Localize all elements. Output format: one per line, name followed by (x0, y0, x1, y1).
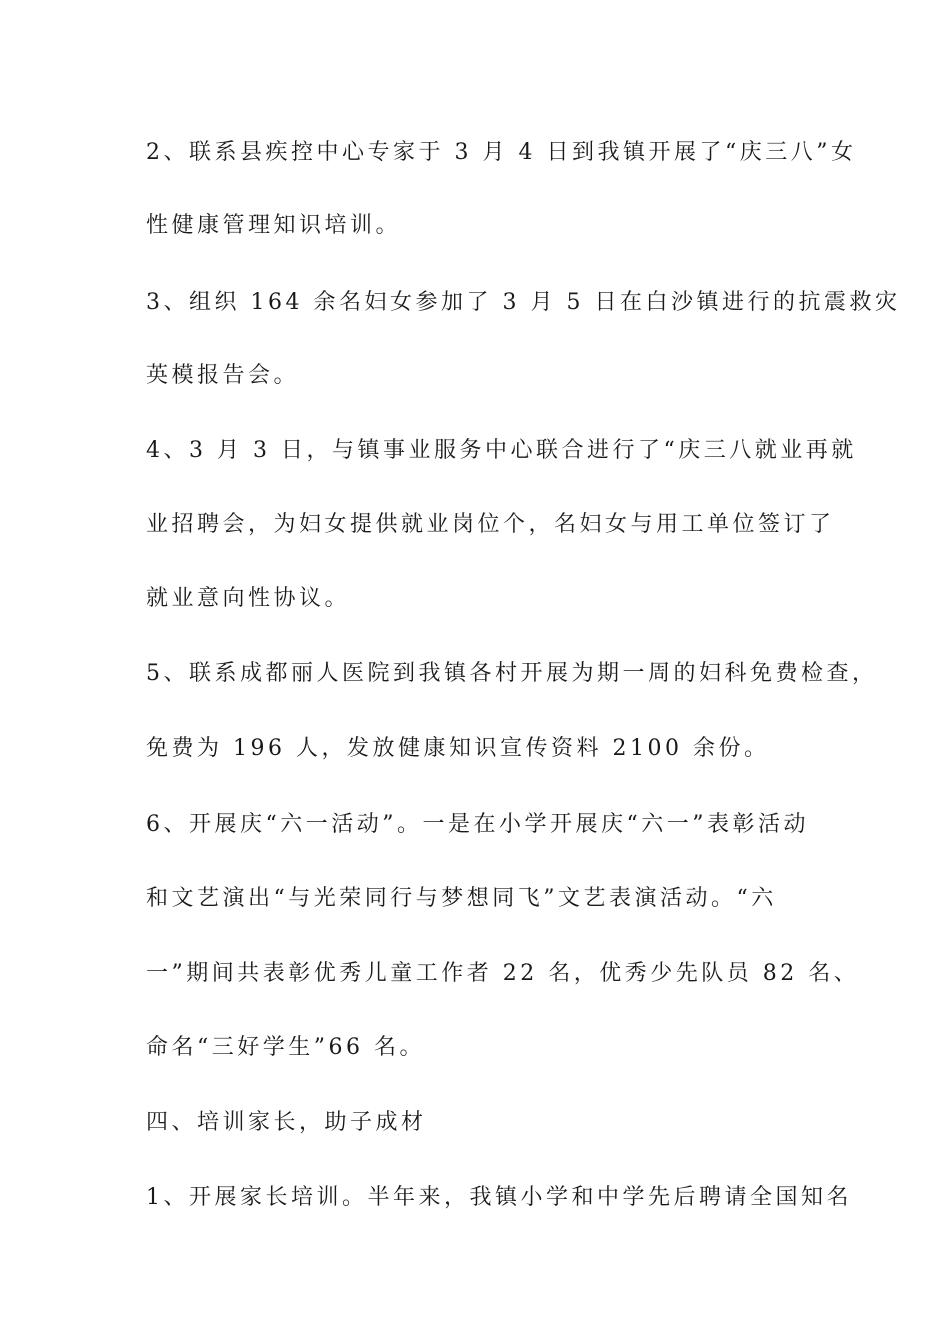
paragraph-4-line-2: 业招聘会，为妇女提供就业岗位个，名妇女与用工单位签订了 (146, 512, 835, 537)
section-heading: 四、培训家长，助子成材 (146, 1110, 427, 1135)
paragraph-6-line-3: 一”期间共表彰优秀儿童工作者 22 名，优秀少先队员 82 名、 (146, 961, 860, 986)
paragraph-3-line-2: 英模报告会。 (146, 363, 300, 388)
paragraph-5-line-1: 5、联系成都丽人医院到我镇各村开展为期一周的妇科免费检查， (146, 661, 878, 686)
paragraph-6-line-1: 6、开展庆“六一活动”。一是在小学开展庆“六一”表彰活动 (146, 812, 809, 837)
paragraph-2-line-2: 性健康管理知识培训。 (146, 213, 402, 238)
paragraph-2-line-1: 2、联系县疾控中心专家于 3 月 4 日到我镇开展了“庆三八”女 (146, 140, 857, 165)
paragraph-4-line-3: 就业意向性协议。 (146, 586, 351, 611)
paragraph-6-line-4: 命名“三好学生”66 名。 (146, 1035, 425, 1060)
section-paragraph-1-line-1: 1、开展家长培训。半年来，我镇小学和中学先后聘请全国知名 (146, 1185, 852, 1210)
paragraph-5-line-2: 免费为 196 人，发放健康知识宣传资料 2100 余份。 (146, 736, 770, 761)
paragraph-6-line-2: 和文艺演出“与光荣同行与梦想同飞”文艺表演活动。“六 (146, 886, 777, 911)
paragraph-4-line-1: 4、3 月 3 日，与镇事业服务中心联合进行了“庆三八就业再就 (146, 438, 857, 463)
paragraph-3-line-1: 3、组织 164 余名妇女参加了 3 月 5 日在白沙镇进行的抗震救灾 (146, 290, 901, 315)
